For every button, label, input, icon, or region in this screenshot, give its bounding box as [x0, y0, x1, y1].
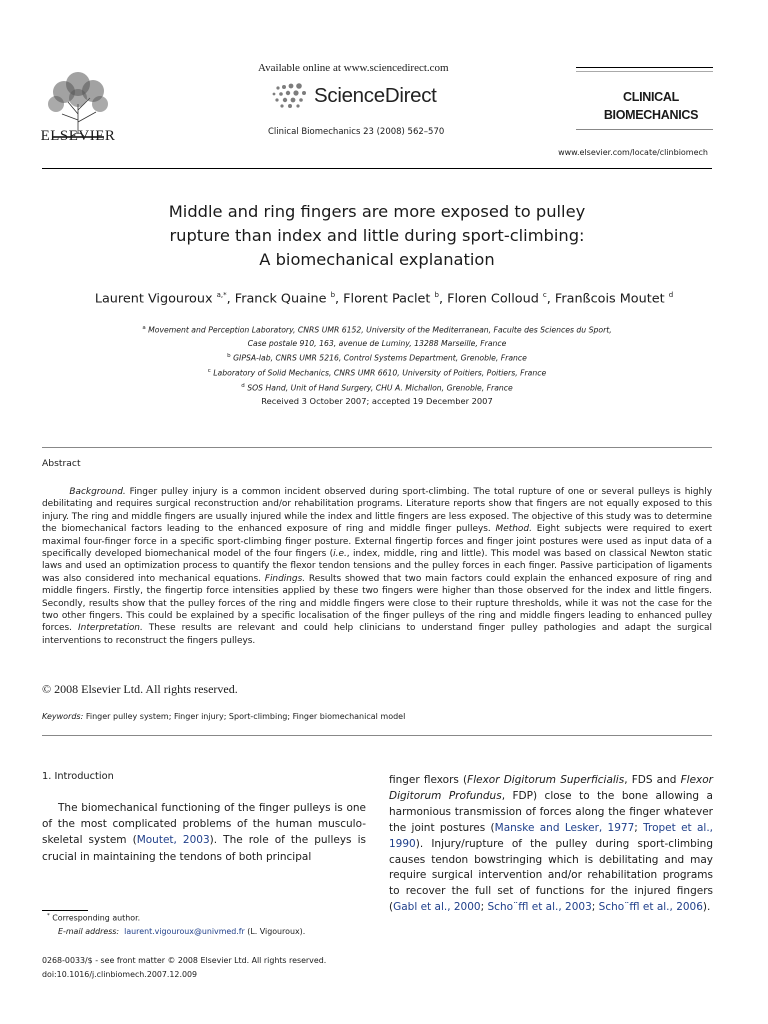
- affiliation-mark: c: [207, 368, 211, 375]
- title-line: Middle and ring fingers are more exposed to pulley: [168, 202, 586, 221]
- footnote-rule: [42, 910, 88, 911]
- header-rule: [576, 129, 713, 130]
- author-affiliation-mark: c: [542, 291, 547, 299]
- body-text: The biomechanical functioning of the finger pulleys is one of the most complicated problems of the human musculo-skeletal system (: [42, 802, 366, 847]
- body-text: ;: [591, 901, 599, 914]
- keywords-divider: [42, 735, 712, 736]
- body-paragraph: [42, 800, 366, 865]
- citation-link[interactable]: Manske and Lesker, 1977: [494, 821, 635, 834]
- header-rule: [576, 71, 713, 72]
- sciencedirect-dots-icon: [268, 82, 310, 110]
- right-column-text: [389, 773, 713, 916]
- keywords: [42, 712, 405, 721]
- journal-title-line: CLINICAL: [623, 90, 679, 104]
- author-affiliation-mark: b: [330, 291, 336, 299]
- email-note: [58, 927, 305, 936]
- affiliation-text: Case postale 910, 163, avenue de Luminy, 13288 Marseille, France: [247, 338, 507, 348]
- affiliation-mark: b: [227, 353, 231, 360]
- article-title: [42, 200, 712, 272]
- affiliation-line: [42, 322, 712, 337]
- abstract-label-background: Background.: [69, 487, 126, 497]
- citation-link[interactable]: Scho¨ffl et al., 2006: [598, 901, 703, 914]
- affiliation-text: GIPSA-lab, CNRS UMR 5216, Control Systems Department, Grenoble, France: [233, 353, 527, 363]
- affiliation-text: Movement and Perception Laboratory, CNRS UMR 6152, University of the Mediterranean, Faculte des Sciences du Sport,: [148, 325, 612, 335]
- body-text: ;: [634, 821, 644, 834]
- available-online-text: Available online at www.sciencedirect.com: [258, 62, 449, 74]
- footnote-text: Corresponding author.: [49, 913, 141, 923]
- body-text: , FDP) close to the bone allowing a harmonious transmission of forces along the finger whatever the joint postures (: [389, 789, 713, 834]
- journal-url-link[interactable]: www.elsevier.com/locate/clinbiomech: [558, 148, 708, 157]
- abstract-body: [42, 486, 712, 647]
- affiliation-mark: d: [241, 382, 245, 389]
- affiliation-line: [42, 350, 712, 365]
- affiliation-line: [42, 380, 712, 395]
- author-list: Laurent Vigouroux $^{a,*}$, Franck Quaine $^b$, Florent Paclet $^b$, Floren Colloud $^c$, Franßcois Moutet $^d$: [94, 291, 674, 307]
- body-text-italic: Flexor Digitorum Profundus: [389, 774, 713, 802]
- body-text: ).: [702, 901, 711, 914]
- section-heading: 1. Introduction: [42, 771, 114, 782]
- keywords-label: Keywords:: [42, 712, 84, 721]
- abstract-text-italic: i.e.: [333, 549, 347, 560]
- affiliation-mark: a: [142, 325, 146, 331]
- author-name[interactable]: Franck Quaine: [234, 291, 327, 307]
- journal-title: [576, 88, 726, 124]
- affiliation-line: [42, 337, 712, 350]
- received-dates: Received 3 October 2007; accepted 19 December 2007: [261, 396, 493, 406]
- sciencedirect-wordmark: ScienceDirect: [314, 84, 437, 107]
- body-text-italic: Flexor Digitorum Superficialis: [467, 774, 625, 786]
- keywords-text: Finger pulley system; Finger injury; Sport-climbing; Finger biomechanical model: [83, 712, 406, 721]
- author-name[interactable]: Franßcois Moutet: [554, 291, 665, 307]
- body-text: , FDS and: [624, 774, 681, 786]
- affiliation-line: [42, 365, 712, 380]
- abstract-paragraph: [42, 486, 712, 647]
- affiliation-text: SOS Hand, Unit of Hand Surgery, CHU A. Michallon, Grenoble, France: [247, 383, 513, 393]
- publisher-name: ELSEVIER: [40, 128, 116, 144]
- title-line: A biomechanical explanation: [259, 250, 495, 269]
- citation-link[interactable]: Gabl et al., 2000: [393, 901, 481, 914]
- abstract-text: These results are relevant and could help clinicians to understand finger pulley pathologies and adapt the surgical interventions to reconstruct the fingers pulleys.: [42, 623, 713, 646]
- header-rule: [576, 67, 713, 68]
- body-text: ;: [480, 901, 488, 914]
- left-column-text: [42, 800, 366, 865]
- body-paragraph: [389, 773, 713, 916]
- abstract-heading: Abstract: [42, 458, 81, 469]
- footnote-mark: *: [47, 913, 50, 919]
- journal-title-line: BIOMECHANICS: [603, 108, 699, 122]
- body-text: ). The role of the pulleys is crucial in maintaining the tendons of both principal: [42, 834, 366, 863]
- abstract-divider: [42, 447, 712, 448]
- email-label: E-mail address:: [58, 927, 120, 936]
- email-link[interactable]: laurent.vigouroux@univmed.fr: [124, 927, 245, 936]
- body-text: finger flexors (: [389, 774, 468, 786]
- header-divider: [42, 168, 712, 169]
- author-name[interactable]: Florent Paclet: [343, 291, 431, 307]
- citation-link[interactable]: Moutet, 2003: [136, 834, 210, 847]
- abstract-text: Results showed that two main factors could explain the enhanced exposure of ring and middle fingers. Firstly, the fingertip force intensities applied by these two fingers were higher than those observed for the index and little fingers. Secondly, results show that the pulley forces of the ring and middle fingers were close to their rupture thresholds, while it was not the case for the two other fingers. This could be explained by a specific localisation of the finger pulleys of the ring and middle fingers leading to enhanced pulley forces.: [42, 573, 713, 634]
- issn-line: 0268-0033/$ - see front matter © 2008 Elsevier Ltd. All rights reserved.: [42, 956, 327, 965]
- author-name[interactable]: Floren Colloud: [447, 291, 539, 307]
- abstract-text: Eight subjects were required to exert maximal four-finger force in a specific sport-climbing finger posture. External fingertip forces and finger joint postures were used as input data of a specifically developed biomechanical model of the four fingers (: [42, 524, 712, 560]
- affiliation-text: Laboratory of Solid Mechanics, CNRS UMR 6610, University of Poitiers, Poitiers, France: [213, 368, 547, 378]
- journal-reference: Clinical Biomechanics 23 (2008) 562–570: [268, 127, 445, 137]
- abstract-label-findings: Findings.: [264, 573, 306, 584]
- author-name[interactable]: Laurent Vigouroux: [94, 291, 213, 307]
- abstract-text: Finger pulley injury is a common incident observed during sport-climbing. The total rupture of one or several pulleys is highly debilitating and requires surgical reconstruction and/or rehabilitation programs. Literature reports show that fingers are not equally exposed to this injury. The ring and middle fingers are usually injured while the index and little fingers are less exposed. The objective of this study was to determine the biomechanical factors leading to the enhanced exposure of ring and middle finger pulleys.: [42, 487, 712, 535]
- abstract-label-method: Method.: [495, 524, 532, 535]
- author-affiliation-mark: d: [668, 291, 674, 299]
- copyright-notice: © 2008 Elsevier Ltd. All rights reserved.: [42, 682, 238, 696]
- abstract-text: , index, middle, ring and little). This model was based on classical Newton static laws and used an optimization process to quantify the flexor tendon tensions and the pulley forces in each finger. Passive participation of ligaments was also considered into mechanical equations.: [42, 549, 712, 584]
- citation-link[interactable]: Scho¨ffl et al., 2003: [487, 901, 592, 914]
- author-affiliation-mark: a,*: [216, 291, 227, 299]
- abstract-label-interpretation: Interpretation.: [78, 623, 143, 634]
- citation-link[interactable]: Tropet et al., 1990: [389, 821, 713, 850]
- doi-line[interactable]: doi:10.1016/j.clinbiomech.2007.12.009: [42, 970, 198, 979]
- footnote-text: (L. Vigouroux).: [244, 927, 306, 936]
- author-affiliation-mark: b: [434, 291, 439, 299]
- body-text: ). Injury/rupture of the pulley during sport-climbing causes tendon bowstringing which is debilitating and may require surgical intervention and/or rehabilitation programs to recover the full set of functions for the injured fingers (: [389, 837, 713, 914]
- affiliations: [42, 322, 712, 395]
- corresponding-author-note: [42, 913, 140, 923]
- title-line: rupture than index and little during sport-climbing:: [169, 226, 585, 245]
